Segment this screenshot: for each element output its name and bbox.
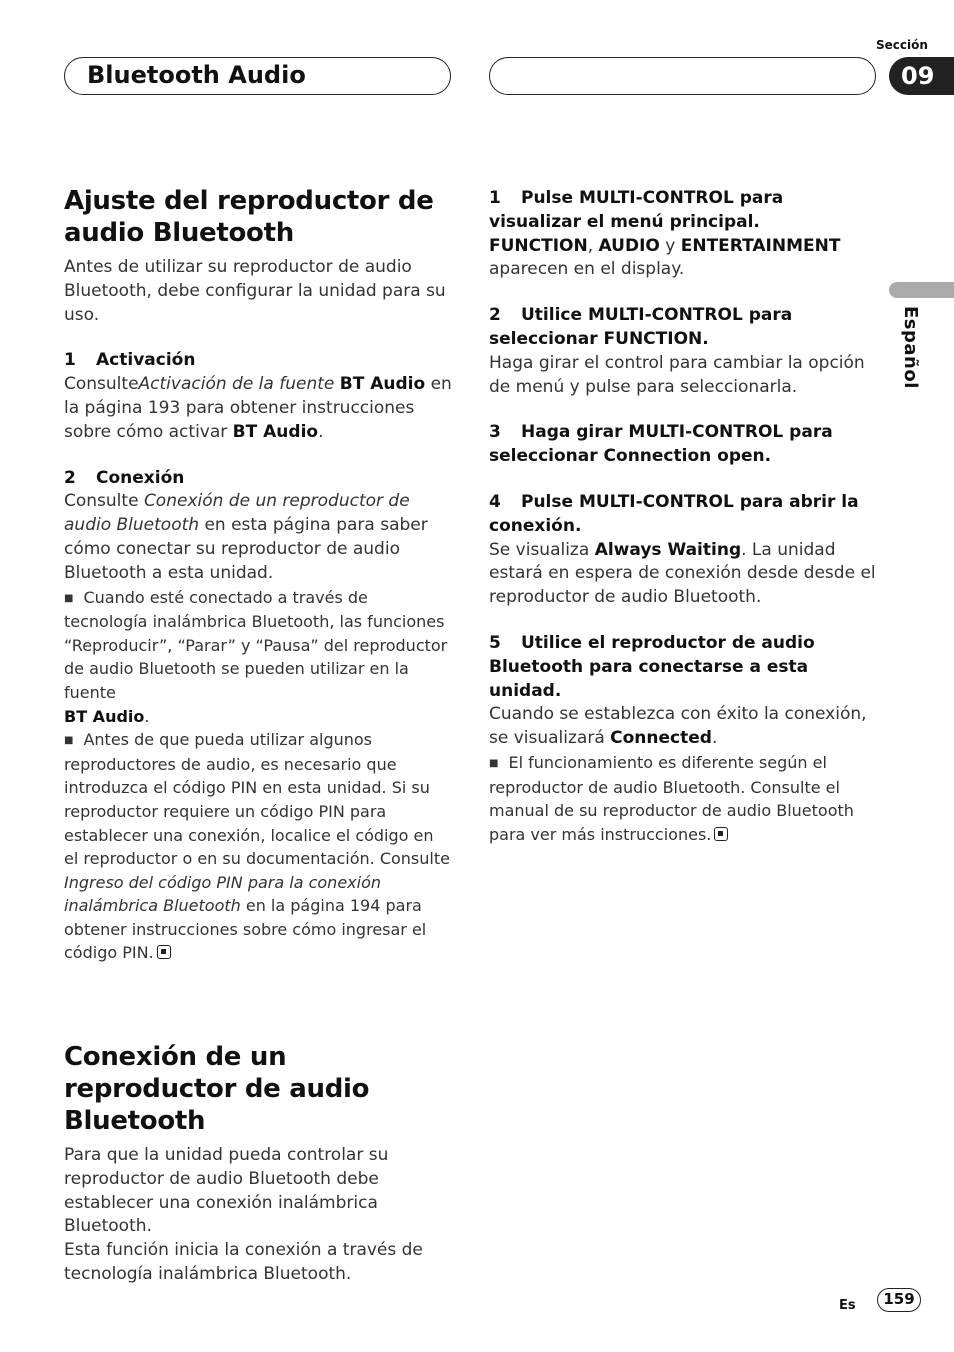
section-label: Sección <box>876 38 928 52</box>
connection-p2: Esta función inicia la conexión a través de tecnología inalámbrica Bluetooth. <box>64 1240 423 1285</box>
footer-language-code: Es <box>839 1298 856 1313</box>
step-2-body: Haga girar el control para cambiar la opción de menú y pulse para seleccionarla. <box>489 352 865 397</box>
step-3: 3 Haga girar MULTI-CONTROL para seleccionar Connection open. <box>489 422 833 467</box>
step-activation-body: ConsulteActivación de la fuente BT Audio en la página 193 para obtener instrucciones sobre cómo activar BT Audio. <box>64 374 452 442</box>
note-player: ■ El funcionamiento es diferente según el reproductor de audio Bluetooth. Consulte el manual de su reproductor de audio Bluetooth para ver más instrucciones. <box>489 752 854 844</box>
step-4-body: Se visualiza Always Waiting. La unidad estará en espera de conexión desde desde el reproductor de audio Bluetooth. <box>489 539 876 608</box>
step-connection: 2 Conexión <box>64 467 185 488</box>
step-connection-body: Consulte Conexión de un reproductor de audio Bluetooth en esta página para saber cómo conectar su reproductor de audio Bluetooth a esta unidad. <box>64 491 428 583</box>
step-5-body: Cuando se establezca con éxito la conexión, se visualizará Connected. <box>489 704 867 749</box>
bullet-icon: ■ <box>489 757 499 769</box>
left-column <box>64 185 452 1287</box>
language-tab <box>889 282 954 298</box>
step-1-body: FUNCTION, AUDIO y ENTERTAINMENT aparecen en el display. <box>489 235 841 280</box>
step-4: 4 Pulse MULTI-CONTROL para abrir la conexión. <box>489 491 859 536</box>
end-of-section-icon <box>157 945 171 959</box>
section-title: Bluetooth Audio <box>87 61 306 89</box>
step-5: 5 Utilice el reproductor de audio Bluetooth para conectarse a esta unidad. <box>489 632 815 701</box>
language-label: Español <box>900 306 921 389</box>
setup-intro: Antes de utilizar su reproductor de audio Bluetooth, debe configurar la unidad para su uso. <box>64 257 446 325</box>
section-number: 09 <box>889 57 954 95</box>
heading-setup: Ajuste del reproductor de audio Bluetooth <box>64 186 434 248</box>
end-of-section-icon <box>714 827 728 841</box>
page-number: 159 <box>877 1288 921 1312</box>
heading-connection: Conexión de un reproductor de audio Bluetooth <box>64 1042 370 1137</box>
right-column <box>489 187 877 846</box>
step-2: 2 Utilice MULTI-CONTROL para seleccionar FUNCTION. <box>489 305 793 349</box>
section-connection <box>64 1041 452 1287</box>
step-activation: 1 Activación <box>64 350 196 371</box>
note-controls: ■ Cuando esté conectado a través de tecnología inalámbrica Bluetooth, las funciones “Reproducir”, “Parar” y “Pausa” del reproductor de audio Bluetooth se pueden utilizar en la fuente BT Audio. <box>64 587 448 726</box>
header-blank-pill <box>489 57 876 95</box>
connection-p1: Para que la unidad pueda controlar su reproductor de audio Bluetooth debe establecer una conexión inalámbrica Bluetooth. <box>64 1145 389 1237</box>
step-1: 1 Pulse MULTI-CONTROL para visualizar el menú principal. <box>489 188 784 232</box>
bullet-icon: ■ <box>64 592 74 604</box>
section-header <box>64 57 451 95</box>
bullet-icon: ■ <box>64 735 74 747</box>
note-pin: ■ Antes de que pueda utilizar algunos reproductores de audio, es necesario que introduzca el código PIN en esta unidad. Si su reproductor requiere un código PIN para establecer una conexión, localice el código en el reproductor o en su documentación. Consulte Ingreso del código PIN para la conexión inalámbrica Bluetooth en la página 194 para obtener instrucciones sobre cómo ingresar el código PIN. <box>64 730 450 963</box>
